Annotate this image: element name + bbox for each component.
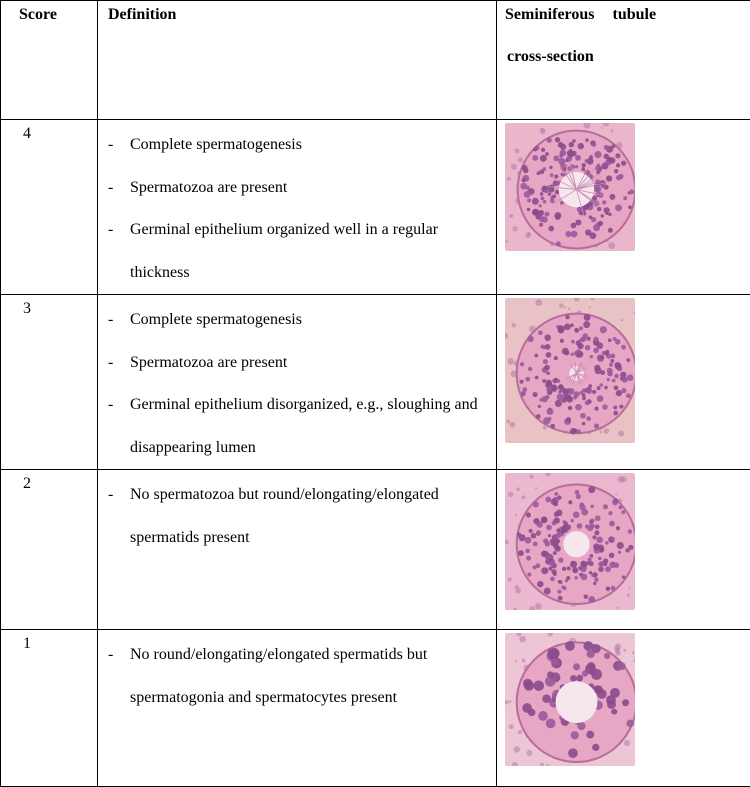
table-row <box>1 470 750 630</box>
list-item <box>108 124 496 167</box>
header-cross-section <box>497 1 750 120</box>
table-row <box>1 295 750 470</box>
score-value: 2 <box>1 470 98 630</box>
bullet-dash: - <box>108 634 130 677</box>
list-item <box>108 167 496 210</box>
definition-text: Complete spermatogenesis <box>130 124 496 167</box>
definition-text: Spermatozoa are present <box>130 342 496 385</box>
bullet-dash: - <box>108 299 130 342</box>
definition-list <box>108 634 496 719</box>
bullet-dash: - <box>108 209 130 252</box>
histology-tubule-score-3-icon <box>505 298 635 443</box>
list-item <box>108 634 496 719</box>
table-row <box>1 630 750 787</box>
list-item <box>108 342 496 385</box>
bullet-dash: - <box>108 384 130 427</box>
bullet-dash: - <box>108 342 130 385</box>
definition-cell <box>98 470 497 630</box>
definition-text: Germinal epithelium disorganized, e.g., sloughing and disappearing lumen <box>130 384 496 469</box>
list-item <box>108 384 496 469</box>
definition-cell <box>98 120 497 295</box>
definition-list <box>108 299 496 469</box>
definition-cell <box>98 630 497 787</box>
definition-text: Spermatozoa are present <box>130 167 496 210</box>
cross-section-cell <box>497 295 750 470</box>
header-row <box>1 1 750 120</box>
table-row <box>1 120 750 295</box>
header-cross-section-line1: Seminiferous tubule <box>505 0 750 36</box>
definition-text: Complete spermatogenesis <box>130 299 496 342</box>
score-value: 4 <box>1 120 98 295</box>
list-item <box>108 474 496 559</box>
histology-tubule-score-2-icon <box>505 473 635 610</box>
definition-list <box>108 474 496 559</box>
bullet-dash: - <box>108 167 130 210</box>
header-cross-section-line2: cross-section <box>505 36 750 78</box>
cross-section-cell <box>497 120 750 295</box>
score-value: 1 <box>1 630 98 787</box>
definition-list <box>108 124 496 294</box>
bullet-dash: - <box>108 124 130 167</box>
definition-text: No spermatozoa but round/elongating/elongated spermatids present <box>130 474 496 559</box>
list-item <box>108 209 496 294</box>
definition-text: Germinal epithelium organized well in a regular thickness <box>130 209 496 294</box>
histology-tubule-score-1-icon <box>505 633 635 766</box>
definition-text: No round/elongating/elongated spermatids but spermatogonia and spermatocytes present <box>130 634 496 719</box>
histology-tubule-score-4-icon <box>505 123 635 251</box>
cross-section-cell <box>497 470 750 630</box>
cross-section-cell <box>497 630 750 787</box>
score-value: 3 <box>1 295 98 470</box>
list-item <box>108 299 496 342</box>
header-definition: Definition <box>98 1 497 120</box>
header-score: Score <box>1 1 98 120</box>
bullet-dash: - <box>108 474 130 517</box>
definition-cell <box>98 295 497 470</box>
